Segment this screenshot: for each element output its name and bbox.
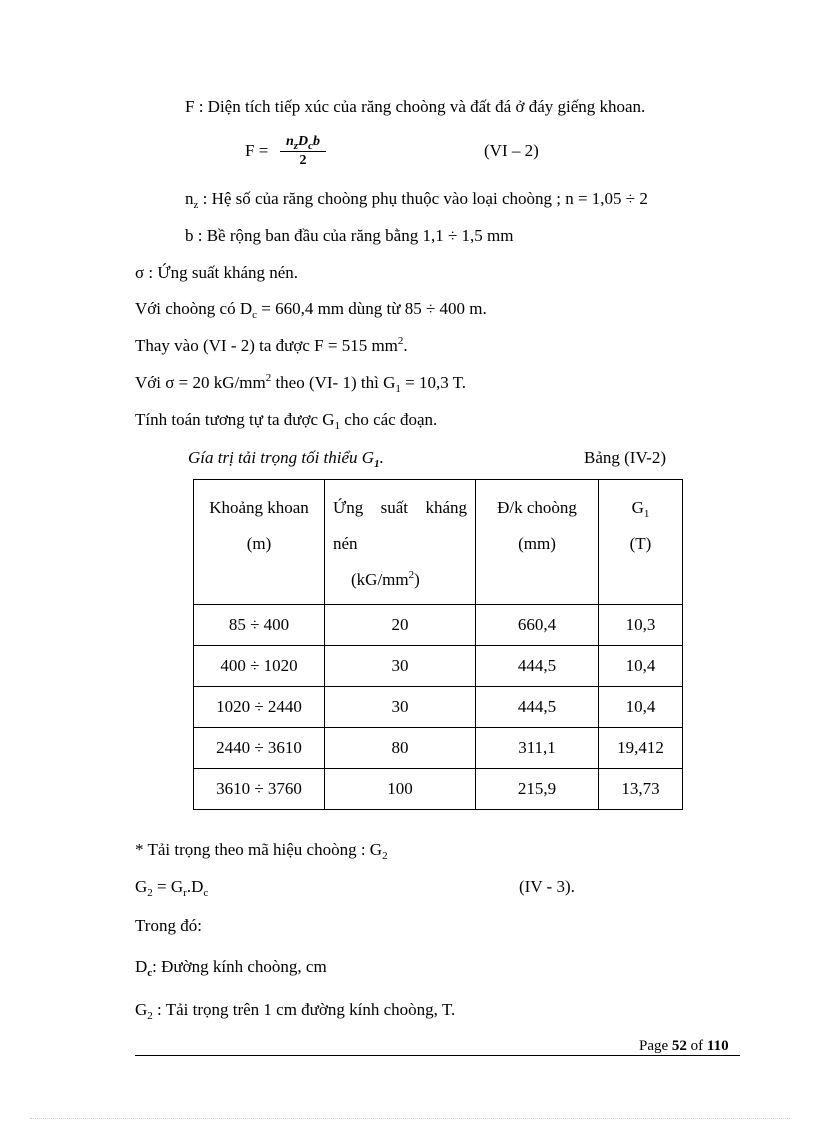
line-sigma: σ : Ứng suất kháng nén. <box>135 263 299 282</box>
header-g1: $G_1$ (T) <box>599 480 683 605</box>
page-bottom-border <box>30 1118 790 1119</box>
table-cell: 13,73 <box>599 769 683 810</box>
table-cell: 19,412 <box>599 728 683 769</box>
table-row <box>194 728 683 769</box>
table-cell: 10,4 <box>599 646 683 687</box>
table-cell: 10,3 <box>599 605 683 646</box>
line-b: b : Bề rộng ban đầu của răng bằng 1,1 ÷ 1,5 mm <box>185 226 514 245</box>
line-g2-heading: * Tải trọng theo mã hiệu choòng : $G_2$ <box>135 840 388 862</box>
line-g1: Với σ = 20 $kG/mm^2$ theo (VI- 1) thì $G_1 = 10,3$ T. <box>135 372 467 395</box>
table-cell: 660,4 <box>476 605 599 646</box>
table-cell: 215,9 <box>476 769 599 810</box>
line-g2-formula: $G_2 = G_r.D_c$ <box>135 877 209 899</box>
table-row <box>194 769 683 810</box>
table-header-row <box>194 480 683 605</box>
fraction-bar <box>280 151 326 152</box>
table-row <box>194 687 683 728</box>
table-cell: 30 <box>325 687 476 728</box>
table-row <box>194 646 683 687</box>
header-drilling-range: Khoảng khoan (m) <box>194 480 325 605</box>
line-where: Trong đó: <box>135 916 202 935</box>
line-substitute: Thay vào (VI - 2) ta được F = 515 $mm^2$. <box>135 335 408 355</box>
formula-lhs: F = <box>245 141 269 160</box>
formula-ref: (VI – 2) <box>484 141 539 160</box>
table-cell: 1020 ÷ 2440 <box>194 687 325 728</box>
table-cell: 10,4 <box>599 687 683 728</box>
formula-denominator: 2 <box>299 153 307 168</box>
table-cell: 100 <box>325 769 476 810</box>
load-table <box>193 479 683 810</box>
table-cell: 3610 ÷ 3760 <box>194 769 325 810</box>
g2-formula-ref: (IV - 3). <box>519 877 575 896</box>
line-similar: Tính toán tương tự ta được $G_1$ cho các đoạn. <box>135 410 438 432</box>
line-dc-def: $D_c$: Đường kính choòng, cm <box>135 957 327 979</box>
table-row <box>194 605 683 646</box>
table-cell: 20 <box>325 605 476 646</box>
table-cell: 85 ÷ 400 <box>194 605 325 646</box>
table-cell: 30 <box>325 646 476 687</box>
line-g2-def: $G_2$ : Tải trọng trên 1 cm đường kính choòng, T. <box>135 1000 456 1022</box>
page-number: Page 52 of 110 <box>639 1038 729 1054</box>
header-compressive-stress: Ứng suất kháng nén $(kG/mm^2)$ <box>325 480 476 605</box>
table-ref: Bảng (IV-2) <box>584 448 666 467</box>
formula-numerator: $n_zD_cb$ <box>285 134 321 152</box>
table-cell: 444,5 <box>476 687 599 728</box>
table-cell: 444,5 <box>476 646 599 687</box>
table-cell: 400 ÷ 1020 <box>194 646 325 687</box>
table-cell: 80 <box>325 728 476 769</box>
line-f-definition: F : Diện tích tiếp xúc của răng choòng và đất đá ở đáy giếng khoan. <box>185 97 646 116</box>
line-nz: $n_z$ : Hệ số của răng choòng phụ thuộc vào loại choòng ; n = 1,05 ÷ 2 <box>185 189 648 211</box>
formula-fraction <box>280 134 326 169</box>
table-cell: 311,1 <box>476 728 599 769</box>
table-cell: 2440 ÷ 3610 <box>194 728 325 769</box>
table-caption: Gía trị tải trọng tối thiểu $G_1$. <box>188 448 384 470</box>
line-dc: Với choòng có $D_c = 660,4$ mm dùng từ 85 ÷ 400 m. <box>135 299 487 321</box>
footer-rule <box>135 1055 740 1056</box>
header-bit-diameter: Đ/k choòng (mm) <box>476 480 599 605</box>
